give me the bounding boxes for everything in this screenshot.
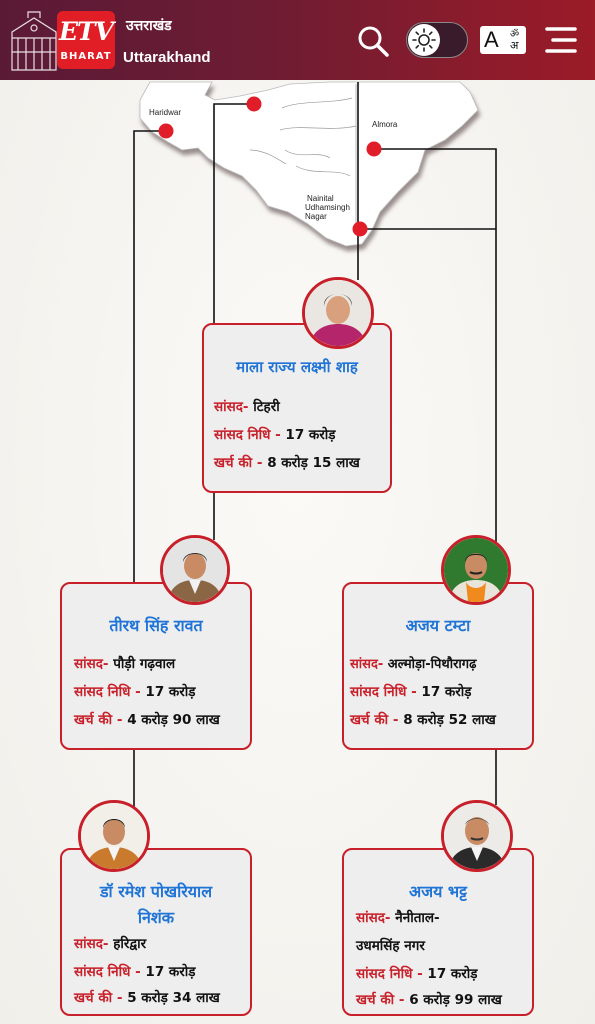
mp-fund: 17 करोड़	[285, 427, 336, 443]
building-icon	[8, 8, 60, 72]
mp-spent: 4 करोड़ 90 लाख	[127, 712, 220, 728]
mp-card-mala	[202, 323, 392, 493]
logo-main-text: ETV	[58, 17, 114, 46]
mp-spent-row	[74, 988, 220, 1006]
mp-constituency-line2: उधमसिंह नगर	[356, 938, 425, 954]
spent-label: खर्च की -	[214, 455, 263, 471]
map-dot-haridwar	[159, 124, 174, 139]
mp-constituency-row	[350, 654, 476, 672]
map-label-haridwar: Haridwar	[149, 108, 182, 117]
mp-label: सांसद-	[74, 656, 109, 672]
mp-constituency-row	[74, 654, 175, 672]
fund-label: सांसद निधि -	[356, 966, 423, 982]
mp-spent: 8 करोड़ 52 लाख	[403, 712, 496, 728]
menu-icon[interactable]	[544, 25, 578, 55]
mp-constituency: पौड़ी गढ़वाल	[113, 656, 176, 672]
mp-name: माला राज्य लक्ष्मी शाह	[236, 358, 358, 376]
mp-spent-row	[214, 453, 360, 471]
fund-label: सांसद निधि -	[74, 684, 141, 700]
mp-name: तीरथ सिंह रावत	[109, 616, 203, 635]
spent-label: खर्च की -	[74, 990, 123, 1006]
etv-bharat-logo[interactable]	[57, 11, 115, 69]
mp-spent: 8 करोड़ 15 लाख	[267, 455, 360, 471]
language-switch-button[interactable]	[480, 26, 526, 54]
mp-fund-row	[356, 964, 478, 982]
connector-almora	[374, 149, 496, 545]
map-label-nagar: Nagar	[305, 212, 327, 221]
avatar-portrait	[81, 803, 147, 869]
lang-latin: A	[484, 27, 499, 52]
mp-photo-ramesh	[78, 800, 150, 872]
mp-fund-row	[350, 682, 472, 700]
sun-icon	[408, 24, 440, 56]
state-name-hindi: उत्तराखंड	[126, 18, 172, 34]
mp-fund-row	[74, 962, 196, 980]
fund-label: सांसद निधि -	[74, 964, 141, 980]
map-dot-almora	[367, 142, 382, 157]
spent-label: खर्च की -	[356, 992, 405, 1008]
logo-sub-text: BHARAT	[60, 51, 112, 62]
mp-label: सांसद-	[74, 936, 109, 952]
mp-constituency: टिहरी	[253, 399, 280, 415]
mp-constituency-line1: नैनीताल-	[395, 910, 440, 926]
mp-fund: 17 करोड़	[427, 966, 478, 982]
mp-label: सांसद-	[214, 399, 249, 415]
map-label-udhamsingh: Udhamsingh	[305, 203, 350, 212]
mp-photo-tirath	[160, 535, 230, 605]
fund-label: सांसद निधि -	[350, 684, 417, 700]
state-name-english[interactable]: Uttarakhand	[123, 49, 211, 66]
top-header	[0, 0, 595, 80]
mp-card-ajay-bhatt	[342, 848, 534, 1016]
avatar-portrait	[305, 280, 371, 346]
spent-label: खर्च की -	[350, 712, 399, 728]
mp-constituency: हरिद्वार	[113, 936, 147, 952]
toggle-knob	[408, 24, 440, 56]
mp-spent-row	[74, 710, 220, 728]
mp-label: सांसद-	[356, 910, 391, 926]
map-dot-nainital	[353, 222, 368, 237]
fund-label: सांसद निधि -	[214, 427, 281, 443]
state-outline	[140, 82, 478, 246]
mp-constituency-row	[356, 908, 440, 926]
mp-card-ramesh	[60, 848, 252, 1016]
mp-constituency: अल्मोड़ा-पिथौरागढ़	[387, 657, 477, 672]
mp-constituency-row-2	[356, 936, 425, 954]
mp-name-line1: डॉ रमेश पोखरियाल	[99, 882, 213, 901]
avatar-portrait	[163, 538, 227, 602]
mp-spent-row	[350, 710, 496, 728]
search-icon[interactable]	[356, 24, 390, 58]
avatar-portrait	[444, 538, 508, 602]
mp-spent: 6 करोड़ 99 लाख	[409, 992, 502, 1008]
mp-label: सांसद-	[350, 657, 384, 672]
lang-hindi-bottom: अ	[510, 39, 519, 52]
mp-name: अजय टम्टा	[405, 616, 471, 635]
mp-fund: 17 करोड़	[145, 964, 196, 980]
theme-toggle[interactable]	[406, 22, 468, 58]
spent-label: खर्च की -	[74, 712, 123, 728]
map-label-nainital: Nainital	[307, 194, 334, 203]
mp-spent: 5 करोड़ 34 लाख	[127, 990, 220, 1006]
map-label-almora: Almora	[372, 120, 398, 129]
mp-photo-mala	[302, 277, 374, 349]
lang-hindi-top: ॐ	[510, 29, 520, 40]
avatar-portrait	[444, 803, 510, 869]
mp-constituency-row	[214, 397, 280, 415]
mp-name: अजय भट्ट	[408, 882, 468, 901]
mp-card-tirath	[60, 582, 252, 750]
map-dot-tehri	[247, 97, 262, 112]
mp-fund: 17 करोड़	[421, 684, 472, 700]
mp-constituency-row	[74, 934, 146, 952]
mp-card-ajay-tamta	[342, 582, 534, 750]
mp-fund: 17 करोड़	[145, 684, 196, 700]
mp-spent-row	[356, 990, 502, 1008]
mp-fund-row	[214, 425, 336, 443]
mp-photo-ajay-tamta	[441, 535, 511, 605]
mp-name-line2: निशंक	[137, 908, 175, 927]
mp-fund-row	[74, 682, 196, 700]
mp-photo-ajay-bhatt	[441, 800, 513, 872]
